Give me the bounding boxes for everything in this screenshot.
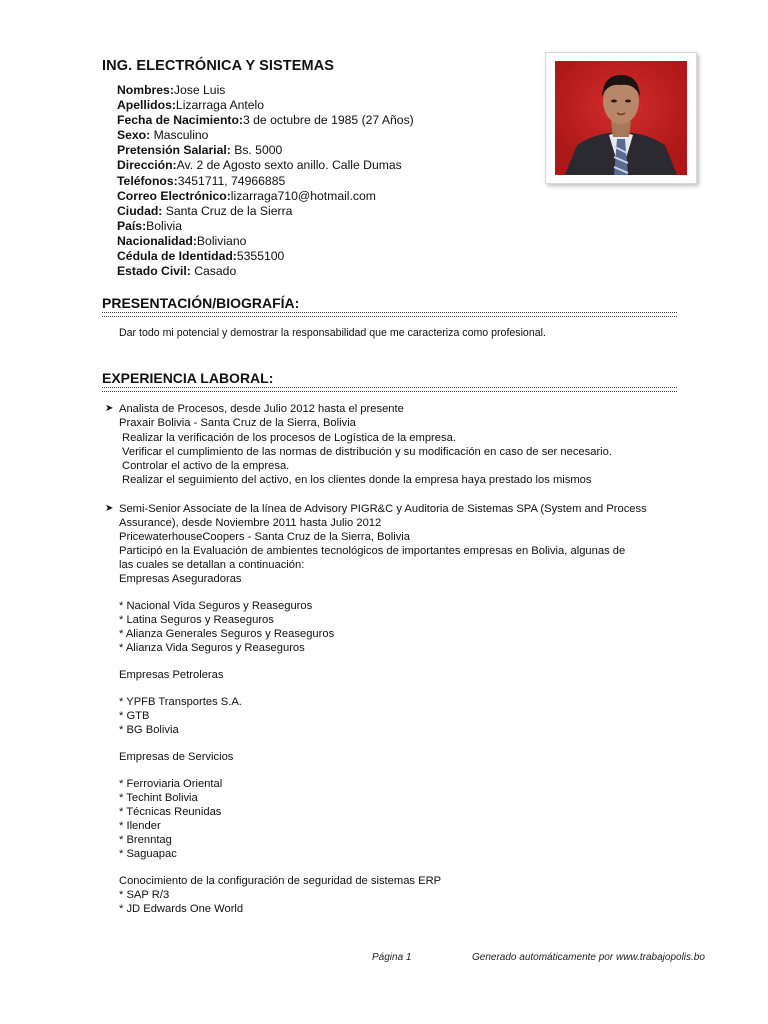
list-item: * GTB	[119, 710, 150, 722]
info-row-ciudad	[117, 204, 414, 219]
job-entry-1	[105, 402, 612, 487]
section-divider	[102, 312, 677, 317]
job-title-line	[105, 502, 647, 516]
spacer	[105, 586, 647, 599]
info-value: Casado	[190, 264, 237, 279]
job-title-line	[105, 402, 612, 416]
job-company: Praxair Bolivia - Santa Cruz de la Sierra, Bolivia	[119, 417, 356, 429]
job-title-continued: Assurance), desde Noviembre 2011 hasta Julio 2012	[119, 517, 382, 529]
list-item: * Ferroviaria Oriental	[119, 778, 223, 790]
page-number: Página 1	[372, 952, 412, 963]
portrait-photo-icon	[555, 61, 687, 175]
info-label: Nacionalidad:	[117, 233, 197, 248]
info-value: Bolivia	[146, 218, 183, 233]
info-value: Lizarraga Antelo	[175, 98, 265, 113]
arrowhead-bullet-icon: ➤	[105, 403, 114, 414]
info-row-sexo	[117, 128, 414, 143]
bio-text: Dar todo mi potencial y demostrar la responsabilidad que me caracteriza como profesional.	[119, 327, 546, 339]
spacer	[105, 861, 647, 874]
info-value: 5355100	[236, 249, 285, 264]
list-item: * Ilender	[119, 820, 161, 832]
info-value: Av. 2 de Agosto sexto anillo. Calle Dumas	[176, 158, 402, 173]
info-label: Estado Civil:	[117, 264, 191, 279]
info-row-telefonos	[117, 174, 414, 189]
spacer	[105, 737, 647, 750]
info-row-pretension	[117, 143, 414, 158]
info-label: Cédula de Identidad:	[117, 249, 237, 264]
bio-heading: PRESENTACIÓN/BIOGRAFÍA:	[102, 295, 300, 311]
job-task: Verificar el cumplimiento de las normas de distribución y su modificación en caso de ser necesario.	[122, 446, 612, 458]
generated-by-note: Generado automáticamente por www.trabajopolis.bo	[472, 952, 705, 963]
personal-info	[117, 83, 414, 279]
group-title: Empresas Petroleras	[119, 669, 224, 681]
info-row-direccion	[117, 158, 414, 173]
list-item: * Brenntag	[119, 834, 172, 846]
info-row-correo	[117, 189, 414, 204]
list-item: * Alianza Vida Seguros y Reaseguros	[119, 642, 305, 654]
info-row-cedula	[117, 249, 414, 264]
info-label: País:	[117, 218, 147, 233]
spacer	[105, 764, 647, 777]
arrowhead-bullet-icon: ➤	[105, 503, 114, 514]
list-item: * Alianza Generales Seguros y Reaseguros	[119, 628, 335, 640]
info-label: Fecha de Nacimiento:	[117, 113, 243, 128]
job-title: Analista de Procesos, desde Julio 2012 hasta el presente	[119, 403, 404, 415]
job-title: Semi-Senior Associate de la línea de Advisory PIGR&C y Auditoria de Sistemas SPA (System and Process	[119, 503, 647, 515]
info-label: Ciudad:	[117, 203, 163, 218]
list-item: * Nacional Vida Seguros y Reaseguros	[119, 600, 313, 612]
list-item: * Techint Bolivia	[119, 792, 198, 804]
spacer	[105, 682, 647, 695]
info-label: Dirección:	[117, 158, 177, 173]
info-value: 3 de octubre de 1985 (27 Años)	[242, 113, 414, 128]
list-item: * BG Bolivia	[119, 724, 179, 736]
info-label: Teléfonos:	[117, 173, 178, 188]
spacer	[105, 655, 647, 668]
info-value: Santa Cruz de la Sierra	[162, 203, 293, 218]
job-task: Realizar el seguimiento del activo, en los clientes donde la empresa haya prestado los mismos	[122, 474, 592, 486]
info-label: Correo Electrónico:	[117, 188, 231, 203]
list-item: * JD Edwards One World	[119, 903, 244, 915]
list-item: * SAP R/3	[119, 889, 170, 901]
info-label: Pretensión Salarial:	[117, 143, 231, 158]
group-title: Empresas Aseguradoras	[119, 573, 242, 585]
info-value: Masculino	[150, 128, 209, 143]
list-item: * Técnicas Reunidas	[119, 806, 222, 818]
section-divider	[102, 387, 677, 392]
info-row-pais	[117, 219, 414, 234]
info-row-nombres	[117, 83, 414, 98]
info-label: Nombres:	[117, 83, 174, 97]
list-item: * YPFB Transportes S.A.	[119, 696, 242, 708]
info-value: Boliviano	[196, 233, 247, 248]
job-description: las cuales se detallan a continuación:	[119, 559, 305, 571]
group-title: Conocimiento de la configuración de seguridad de sistemas ERP	[119, 875, 442, 887]
info-row-fecha-nacimiento	[117, 113, 414, 128]
job-description: Participó en la Evaluación de ambientes tecnológicos de importantes empresas en Bolivia, algunas de	[119, 545, 626, 557]
info-label: Sexo:	[117, 128, 151, 143]
list-item: * Saguapac	[119, 848, 177, 860]
info-row-apellidos	[117, 98, 414, 113]
info-label: Apellidos:	[117, 98, 176, 113]
info-row-estado-civil	[117, 264, 414, 279]
job-entry-2	[105, 502, 647, 916]
info-value: 3451711, 74966885	[177, 173, 286, 188]
experience-heading: EXPERIENCIA LABORAL:	[102, 370, 274, 386]
job-task: Controlar el activo de la empresa.	[122, 460, 290, 472]
info-value: Jose Luis	[173, 83, 226, 97]
page-title: ING. ELECTRÓNICA Y SISTEMAS	[102, 58, 335, 74]
group-title: Empresas de Servicios	[119, 751, 234, 763]
info-value: lizarraga710@hotmail.com	[230, 188, 376, 203]
info-row-nacionalidad	[117, 234, 414, 249]
profile-photo	[545, 52, 697, 184]
job-task: Realizar la verificación de los procesos de Logística de la empresa.	[122, 432, 456, 444]
list-item: * Latina Seguros y Reaseguros	[119, 614, 274, 626]
info-value: Bs. 5000	[234, 143, 283, 158]
job-company: PricewaterhouseCoopers - Santa Cruz de la Sierra, Bolivia	[119, 531, 411, 543]
